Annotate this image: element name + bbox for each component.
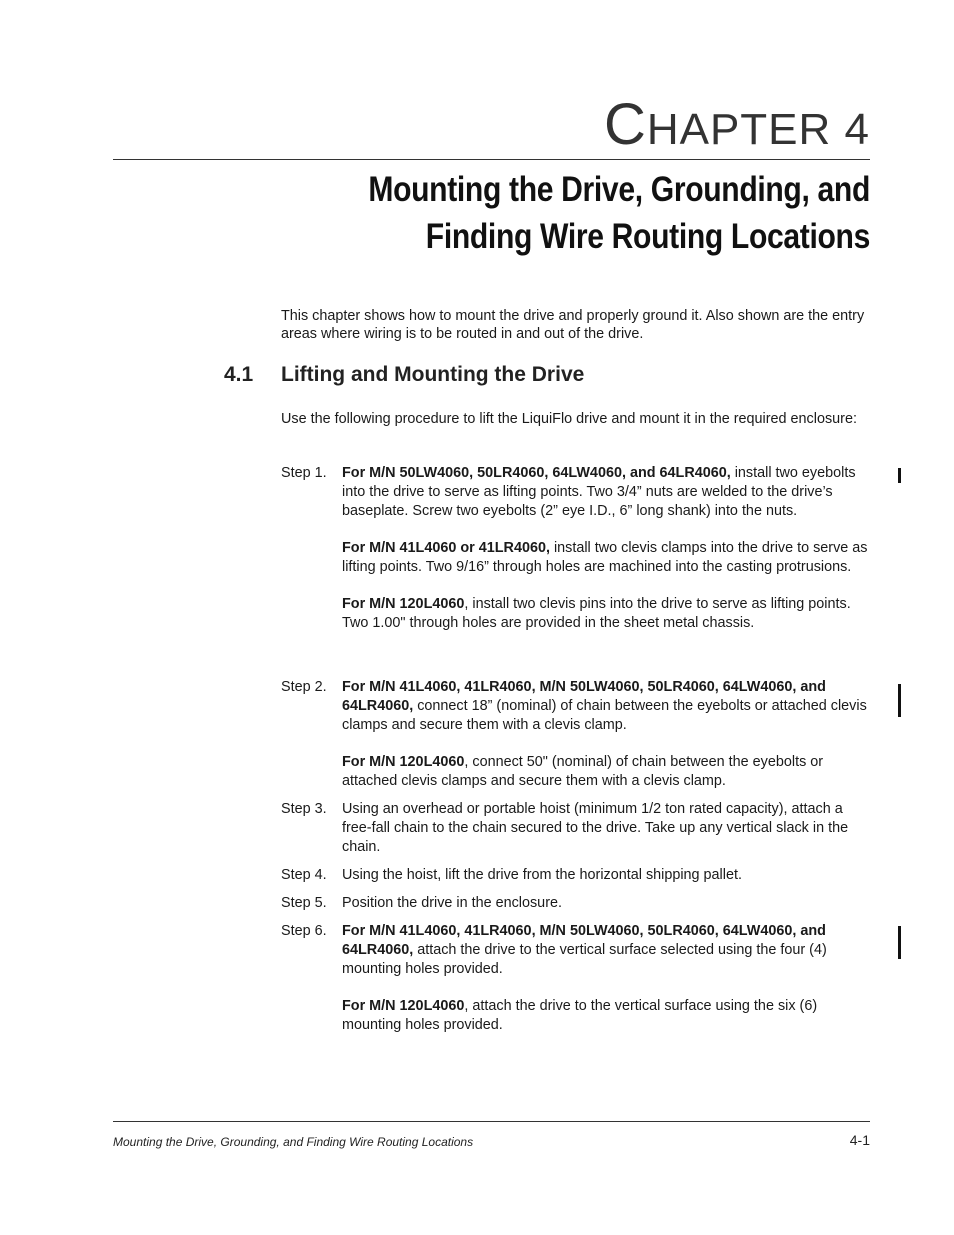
step-body xyxy=(342,894,870,913)
chapter-label-initial: C xyxy=(603,92,647,157)
chapter-title-line-2: Finding Wire Routing Locations xyxy=(425,217,870,256)
revision-change-bar xyxy=(898,468,901,483)
step-paragraph xyxy=(342,997,870,1035)
section-heading xyxy=(224,363,584,387)
step-paragraph xyxy=(342,922,870,979)
procedure-lead: Use the following procedure to lift the LiquiFlo drive and mount it in the required enclosure: xyxy=(281,411,857,427)
step-label: Step 3. xyxy=(281,801,327,817)
revision-change-bar xyxy=(898,926,901,959)
model-callout: For M/N 41L4060, 41LR4060, M/N 50LW4060, 50LR4060, 64LW4060, and 64LR4060, xyxy=(342,923,826,958)
step-text: install two clevis clamps into the drive to serve as lifting points. Two 9/16” through holes are machined into the casting protrusions. xyxy=(342,540,868,575)
model-callout: For M/N 50LW4060, 50LR4060, 64LW4060, and 64LR4060, xyxy=(342,465,731,481)
header-rule xyxy=(113,159,870,160)
step-text: connect 18” (nominal) of chain between the eyebolts or attached clevis clamps and secure them with a clevis clamp. xyxy=(342,698,867,733)
step-text: , install two clevis pins into the drive to serve as lifting points. Two 1.00" through holes are provided in the sheet metal chassis. xyxy=(342,596,851,631)
model-callout: For M/N 120L4060 xyxy=(342,596,465,612)
step-paragraph xyxy=(342,539,870,577)
step-label: Step 4. xyxy=(281,867,327,883)
model-callout: For M/N 120L4060 xyxy=(342,754,465,770)
chapter-title-line-1: Mounting the Drive, Grounding, and xyxy=(368,170,870,209)
page-number: 4-1 xyxy=(849,1132,870,1148)
step-text: Using an overhead or portable hoist (minimum 1/2 ton rated capacity), attach a free-fall chain to the chain secured to the drive. Take up any vertical slack in the chain. xyxy=(342,801,849,855)
footer-title: Mounting the Drive, Grounding, and Finding Wire Routing Locations xyxy=(113,1135,474,1149)
model-callout: For M/N 41L4060, 41LR4060, M/N 50LW4060, 50LR4060, 64LW4060, and 64LR4060, xyxy=(342,679,826,714)
step-paragraph xyxy=(342,753,870,791)
footer-rule xyxy=(113,1121,870,1122)
intro-paragraph: This chapter shows how to mount the drive and properly ground it. Also shown are the entry areas where wiring is to be routed in and out of the drive. xyxy=(281,308,865,342)
section-title: Lifting and Mounting the Drive xyxy=(281,363,585,386)
step-text: Position the drive in the enclosure. xyxy=(342,895,562,911)
step-paragraph xyxy=(342,866,870,885)
section-number: 4.1 xyxy=(224,363,254,386)
revision-change-bar xyxy=(898,684,901,717)
step-body xyxy=(342,866,870,885)
model-callout: For M/N 41L4060 or 41LR4060, xyxy=(342,540,550,556)
step-text: Using the hoist, lift the drive from the horizontal shipping pallet. xyxy=(342,867,742,883)
step-paragraph xyxy=(342,464,870,521)
step-body xyxy=(342,678,870,791)
step-label: Step 1. xyxy=(281,465,327,481)
step-label: Step 5. xyxy=(281,895,327,911)
step-body xyxy=(342,800,870,857)
step-text: , attach the drive to the vertical surface using the six (6) mounting holes provided. xyxy=(342,998,818,1033)
step-label: Step 6. xyxy=(281,923,327,939)
step-paragraph xyxy=(342,678,870,735)
step-text: , connect 50" (nominal) of chain between the eyebolts or attached clevis clamps and secure them with a clevis clamp. xyxy=(342,754,824,789)
step-text: attach the drive to the vertical surface selected using the four (4) mounting holes provided. xyxy=(342,942,827,977)
step-paragraph xyxy=(342,894,870,913)
step-paragraph xyxy=(342,595,870,633)
step-label: Step 2. xyxy=(281,679,327,695)
step-body xyxy=(342,464,870,633)
chapter-title xyxy=(268,166,870,260)
model-callout: For M/N 120L4060 xyxy=(342,998,465,1014)
chapter-label-rest: HAPTER 4 xyxy=(646,105,870,154)
step-body xyxy=(342,922,870,1035)
chapter-label xyxy=(603,92,870,157)
step-paragraph xyxy=(342,800,870,857)
step-text: install two eyebolts into the drive to serve as lifting points. Two 3/4” nuts are welded to the drive’s baseplate. Screw two eyebolts (2” eye I.D., 6” long shank) into the nuts. xyxy=(342,465,856,519)
